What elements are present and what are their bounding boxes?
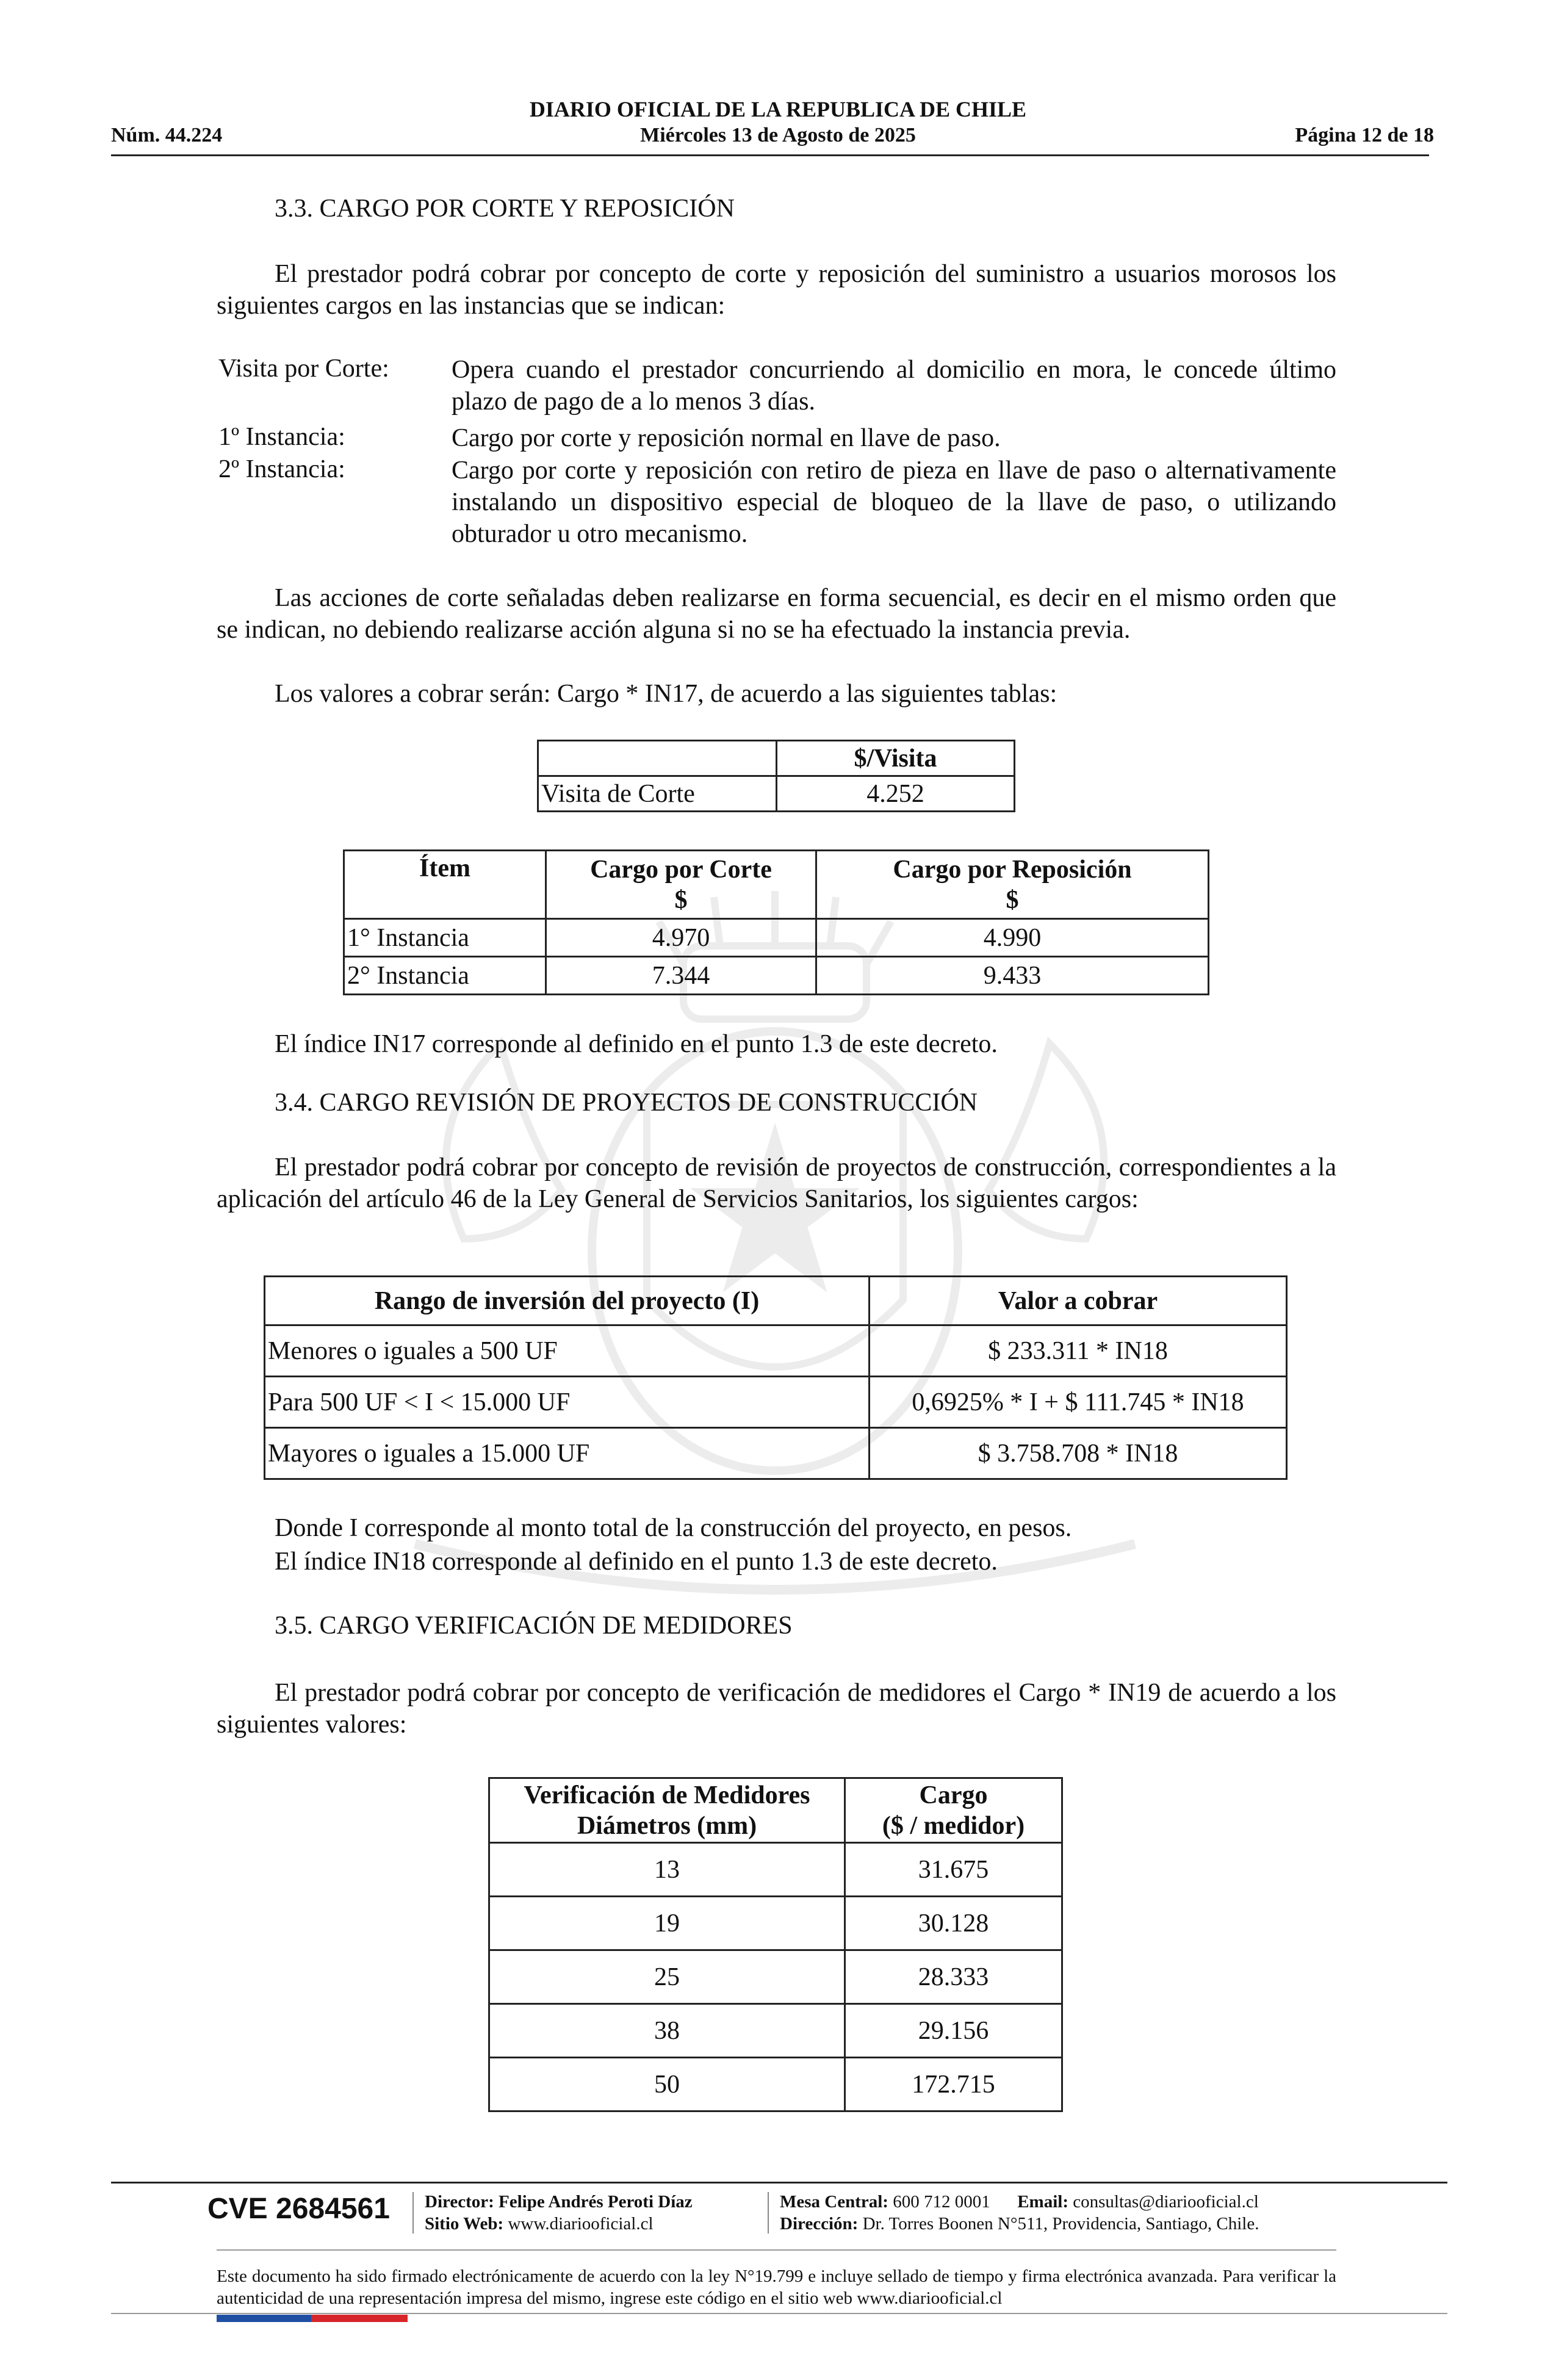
- issue-number: Núm. 44.224: [111, 124, 223, 146]
- construction-header-range: Rango de inversión del proyecto (I): [265, 1277, 870, 1325]
- meter-row-2-diameter: 19: [489, 1897, 845, 1950]
- construction-table: [264, 1275, 1288, 1480]
- meter-header-diameter-line1: Verificación de Medidores: [524, 1781, 810, 1809]
- construction-row-3-range: Mayores o iguales a 15.000 UF: [265, 1428, 870, 1479]
- definition-label-instancia-1: 1º Instancia:: [218, 423, 345, 451]
- cve-code: CVE 2684561: [207, 2193, 390, 2225]
- footer-mid-rule: [217, 2249, 1336, 2251]
- instance-row-1-item: 1° Instancia: [344, 919, 546, 957]
- contact-line: [780, 2192, 1259, 2212]
- meter-row-2-charge: 30.128: [845, 1897, 1062, 1950]
- meter-header-diameter-line2: Diámetros (mm): [577, 1811, 757, 1840]
- sequence-paragraph: Las acciones de corte señaladas deben realizarse en forma secuencial, es decir en el mismo orden que se indican, no debiendo realizarse acción alguna si no se ha efectuado la instancia previa.: [217, 584, 1336, 644]
- meter-header-charge: [845, 1778, 1062, 1843]
- construction-header-value: Valor a cobrar: [870, 1277, 1287, 1325]
- instance-table-header-reposicion-unit: $: [1006, 885, 1019, 914]
- instance-row-2-reposicion: 9.433: [816, 957, 1209, 995]
- definition-text-visita: Opera cuando el prestador concurriendo al domicilio en mora, le concede último plazo de pago de a lo menos 3 días.: [452, 356, 1336, 416]
- flag-stripe-blue: [217, 2315, 311, 2322]
- table-row: [489, 2058, 1062, 2111]
- section-3-4-note-2: El índice IN18 corresponde al definido en el punto 1.3 de este decreto.: [275, 1548, 998, 1576]
- instance-row-2-item: 2° Instancia: [344, 957, 546, 995]
- instance-table-header-corte-text: Cargo por Corte: [590, 855, 772, 884]
- section-3-4-heading: 3.4. CARGO REVISIÓN DE PROYECTOS DE CONSTRUCCIÓN: [275, 1089, 978, 1117]
- definition-label-visita: Visita por Corte:: [218, 355, 389, 383]
- construction-row-1-value: $ 233.311 * IN18: [870, 1325, 1287, 1377]
- meter-row-5-charge: 172.715: [845, 2058, 1062, 2111]
- instance-table-header-corte-unit: $: [674, 885, 688, 914]
- publication-title: DIARIO OFICIAL DE LA REPUBLICA DE CHILE: [529, 97, 1027, 121]
- in17-note: El índice IN17 corresponde al definido en el punto 1.3 de este decreto.: [275, 1030, 998, 1058]
- instance-row-1-reposicion: 4.990: [816, 919, 1209, 957]
- instance-table-header-item: [344, 851, 546, 919]
- construction-row-2-range: Para 500 UF < I < 15.000 UF: [265, 1377, 870, 1428]
- visit-table-row-value: 4.252: [777, 776, 1015, 812]
- section-3-3-heading: 3.3. CARGO POR CORTE Y REPOSICIÓN: [275, 195, 735, 223]
- table-row: [489, 2004, 1062, 2058]
- site-label: Sitio Web:: [425, 2214, 504, 2234]
- instance-table: [343, 849, 1209, 995]
- address-line: [780, 2214, 1259, 2234]
- visit-table-empty-header: [538, 741, 777, 776]
- director-name: Felipe Andrés Peroti Díaz: [499, 2192, 693, 2212]
- flag-stripe-red: [311, 2315, 408, 2322]
- meter-table: [488, 1777, 1063, 2112]
- meter-row-4-diameter: 38: [489, 2004, 845, 2058]
- visit-table-row-label: Visita de Corte: [538, 776, 777, 812]
- footer-divider-2: [768, 2192, 769, 2234]
- legal-notice: Este documento ha sido firmado electrónicamente de acuerdo con la ley N°19.799 e incluye sellado de tiempo y firma electrónica avanzada. Para verificar la autenticidad de una representación impresa del mismo, ingrese este código en el sitio web www.diariooficial.cl: [217, 2266, 1336, 2308]
- visit-table-header: $/Visita: [777, 741, 1015, 776]
- definition-label-instancia-2: 2º Instancia:: [218, 455, 345, 483]
- construction-row-3-value: $ 3.758.708 * IN18: [870, 1428, 1287, 1479]
- instance-table-header-item-text: Ítem: [419, 854, 470, 882]
- instance-table-header-reposicion: [816, 851, 1209, 919]
- meter-header-charge-line1: Cargo: [919, 1781, 988, 1809]
- publication-date: Miércoles 13 de Agosto de 2025: [640, 124, 916, 146]
- instance-row-1-corte: 4.970: [546, 919, 816, 957]
- footer-divider-1: [412, 2192, 414, 2234]
- instance-row-2-corte: 7.344: [546, 957, 816, 995]
- table-row: [265, 1325, 1287, 1377]
- table-row: [489, 1897, 1062, 1950]
- site-link[interactable]: www.diariooficial.cl: [508, 2214, 654, 2234]
- meter-row-3-diameter: 25: [489, 1950, 845, 2004]
- values-paragraph: Los valores a cobrar serán: Cargo * IN17, de acuerdo a las siguientes tablas:: [275, 680, 1057, 708]
- site-line: [425, 2214, 654, 2234]
- instance-table-header-corte: [546, 851, 816, 919]
- director-line: [425, 2192, 693, 2212]
- table-row: [265, 1377, 1287, 1428]
- director-label: Director:: [425, 2192, 494, 2212]
- section-3-5-intro: El prestador podrá cobrar por concepto de verificación de medidores el Cargo * IN19 de acuerdo a los siguientes valores:: [217, 1679, 1336, 1739]
- header-rule: [111, 154, 1429, 156]
- table-row: [265, 1428, 1287, 1479]
- email-label: Email:: [1017, 2192, 1068, 2212]
- footer-bottom-rule: [111, 2313, 1447, 2314]
- definition-text-instancia-1: Cargo por corte y reposición normal en llave de paso.: [452, 424, 1001, 452]
- section-3-4-intro: El prestador podrá cobrar por concepto de revisión de proyectos de construcción, correspondientes a la aplicación del artículo 46 de la Ley General de Servicios Sanitarios, los siguientes cargos:: [217, 1153, 1336, 1213]
- section-3-5-heading: 3.5. CARGO VERIFICACIÓN DE MEDIDORES: [275, 1612, 793, 1640]
- meter-row-4-charge: 29.156: [845, 2004, 1062, 2058]
- address-text: Dr. Torres Boonen N°511, Providencia, Santiago, Chile.: [862, 2214, 1259, 2234]
- meter-row-3-charge: 28.333: [845, 1950, 1062, 2004]
- section-3-4-note-1: Donde I corresponde al monto total de la construcción del proyecto, en pesos.: [275, 1514, 1072, 1542]
- construction-row-1-range: Menores o iguales a 500 UF: [265, 1325, 870, 1377]
- address-label: Dirección:: [780, 2214, 859, 2234]
- meter-row-5-diameter: 50: [489, 2058, 845, 2111]
- phone-label: Mesa Central:: [780, 2192, 888, 2212]
- definition-text-instancia-2: Cargo por corte y reposición con retiro de pieza en llave de paso o alternativamente instalando un dispositivo especial de bloqueo de la llave de paso, o utilizando obturador u otro mecanismo.: [452, 456, 1336, 548]
- phone-number: 600 712 0001: [893, 2192, 990, 2212]
- footer-top-rule: [111, 2182, 1447, 2183]
- section-3-3-intro: El prestador podrá cobrar por concepto de corte y reposición del suministro a usuarios morosos los siguientes cargos en las instancias que se indican:: [217, 260, 1336, 320]
- construction-row-2-value: 0,6925% * I + $ 111.745 * IN18: [870, 1377, 1287, 1428]
- meter-header-diameter: [489, 1778, 845, 1843]
- table-row: [489, 1950, 1062, 2004]
- meter-row-1-charge: 31.675: [845, 1843, 1062, 1897]
- table-row: [489, 1843, 1062, 1897]
- page-number: Página 12 de 18: [1295, 124, 1434, 146]
- meter-header-charge-line2: ($ / medidor): [882, 1811, 1025, 1840]
- table-row: [344, 919, 1209, 957]
- email-link[interactable]: consultas@diariooficial.cl: [1073, 2192, 1259, 2212]
- meter-row-1-diameter: 13: [489, 1843, 845, 1897]
- table-row: [344, 957, 1209, 995]
- visit-table: [537, 740, 1015, 812]
- instance-table-header-reposicion-text: Cargo por Reposición: [893, 855, 1132, 884]
